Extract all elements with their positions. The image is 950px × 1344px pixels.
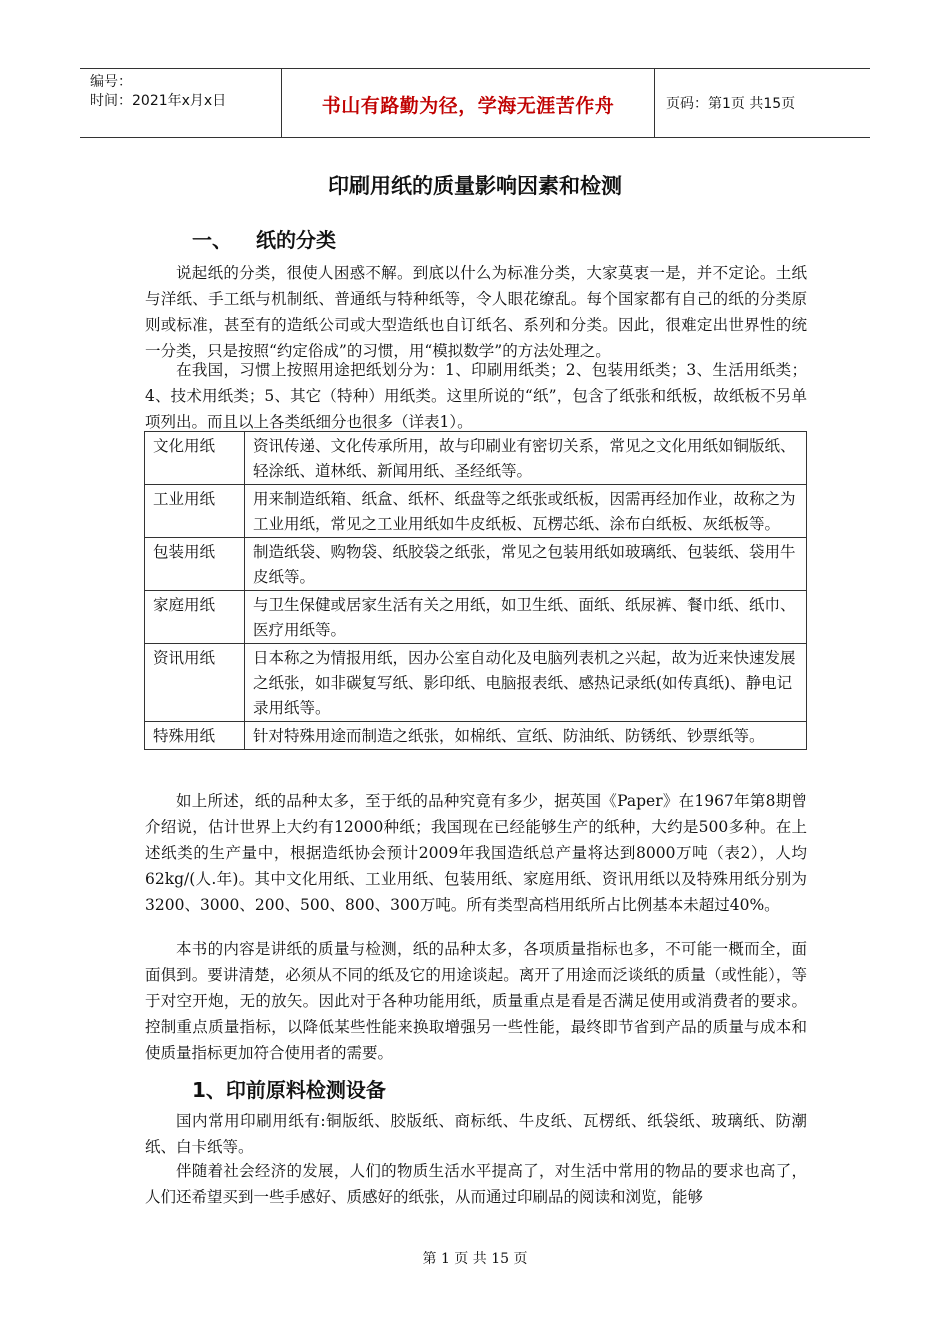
paper-category-table [144, 431, 807, 750]
table-row [145, 538, 807, 591]
category-cell: 特殊用纸 [145, 722, 245, 750]
paragraph: 伴随着社会经济的发展，人们的物质生活水平提高了，对生活中常用的物品的要求也高了，人们还希望买到一些手感好、质感好的纸张，从而通过印刷品的阅读和浏览，能够 [145, 1162, 807, 1206]
paragraph: 如上所述，纸的品种太多，至于纸的品种究竟有多少，据英国《Paper》在1967年第8期曾介绍说，估计世界上大约有12000种纸；我国现在已经能够生产的纸种，大约是500多种。在上述纸类的生产量中，根据造纸协会预计2009年我国造纸总产量将达到8000万吨（表2），人均62kg/(人.年)。其中文化用纸、工业用纸、包装用纸、家庭用纸、资讯用纸以及特殊用纸分别为3200、3000、200、500、800、300万吨。所有类型高档用纸所占比例基本未超过40%。 [145, 792, 807, 914]
paragraph: 国内常用印刷用纸有:铜版纸、胶版纸、商标纸、牛皮纸、瓦楞纸、纸袋纸、玻璃纸、防潮纸、白卡纸等。 [145, 1112, 807, 1156]
header-page-info: 页码：第1页 共15页 [666, 96, 796, 112]
description-cell: 与卫生保健或居家生活有关之用纸，如卫生纸、面纸、纸尿裤、餐巾纸、纸巾、医疗用纸等。 [245, 591, 807, 644]
description-cell: 用来制造纸箱、纸盒、纸杯、纸盘等之纸张或纸板，因需再经加作业，故称之为工业用纸，常见之工业用纸如牛皮纸板、瓦楞芯纸、涂布白纸板、灰纸板等。 [245, 485, 807, 538]
paragraph: 在我国，习惯上按照用途把纸划分为：1、印刷用纸类；2、包装用纸类；3、生活用纸类；4、技术用纸类；5、其它（特种）用纸类。这里所说的“纸”，包含了纸张和纸板，故纸板不另单项列出。而且以上各类纸细分也很多（详表1）。 [145, 361, 807, 431]
description-cell: 资讯传递、文化传承所用，故与印刷业有密切关系，常见之文化用纸如铜版纸、轻涂纸、道林纸、新闻用纸、圣经纸等。 [245, 432, 807, 485]
header-motto-cell [281, 69, 655, 137]
header-meta-cell [80, 69, 281, 137]
page-footer: 第 1 页 共 15 页 [422, 1251, 528, 1267]
table-row [145, 591, 807, 644]
page-header [80, 68, 870, 138]
description-cell: 日本称之为情报用纸，因办公室自动化及电脑列表机之兴起，故为近来快速发展之纸张，如非碳复写纸、影印纸、电脑报表纸、感热记录纸(如传真纸)、静电记录用纸等。 [245, 644, 807, 722]
paragraph: 说起纸的分类，很使人困惑不解。到底以什么为标准分类，大家莫衷一是，并不定论。土纸与洋纸、手工纸与机制纸、普通纸与特种纸等，令人眼花缭乱。每个国家都有自己的纸的分类原则或标准，甚至有的造纸公司或大型造纸也自订纸名、系列和分类。因此，很难定出世界性的统一分类，只是按照“约定俗成”的习惯，用“模拟数学”的方法处理之。 [145, 264, 807, 360]
category-cell: 包装用纸 [145, 538, 245, 591]
description-cell: 制造纸袋、购物袋、纸胶袋之纸张，常见之包装用纸如玻璃纸、包装纸、袋用牛皮纸等。 [245, 538, 807, 591]
header-motto: 书山有路勤为径，学海无涯苦作舟 [321, 95, 615, 117]
header-page-cell [654, 69, 870, 137]
table-row [145, 485, 807, 538]
paragraph: 本书的内容是讲纸的质量与检测，纸的品种太多，各项质量指标也多，不可能一概而全，面面俱到。要讲清楚，必须从不同的纸及它的用途谈起。离开了用途而泛谈纸的质量（或性能），等于对空开炮，无的放矢。因此对于各种功能用纸，质量重点是看是否满足使用或消费者的要求。控制重点质量指标，以降低某些性能来换取增强另一些性能，最终即节省到产品的质量与成本和使质量指标更加符合使用者的需要。 [145, 940, 807, 1062]
table-row [145, 644, 807, 722]
section-heading [192, 224, 336, 253]
category-cell: 资讯用纸 [145, 644, 245, 722]
document-title: 印刷用纸的质量影响因素和检测 [328, 174, 622, 198]
category-cell: 工业用纸 [145, 485, 245, 538]
section-title: 纸的分类 [256, 228, 336, 252]
category-cell: 文化用纸 [145, 432, 245, 485]
header-date: 时间：2021年x月x日 [90, 93, 227, 109]
category-cell: 家庭用纸 [145, 591, 245, 644]
serial-number: 编号： [90, 74, 132, 90]
table-row [145, 722, 807, 750]
description-cell: 针对特殊用途而制造之纸张，如棉纸、宣纸、防油纸、防锈纸、钞票纸等。 [245, 722, 807, 750]
section-number: 一、 [192, 228, 232, 252]
table-row [145, 432, 807, 485]
subsection-heading: 1、印前原料检测设备 [192, 1078, 386, 1102]
